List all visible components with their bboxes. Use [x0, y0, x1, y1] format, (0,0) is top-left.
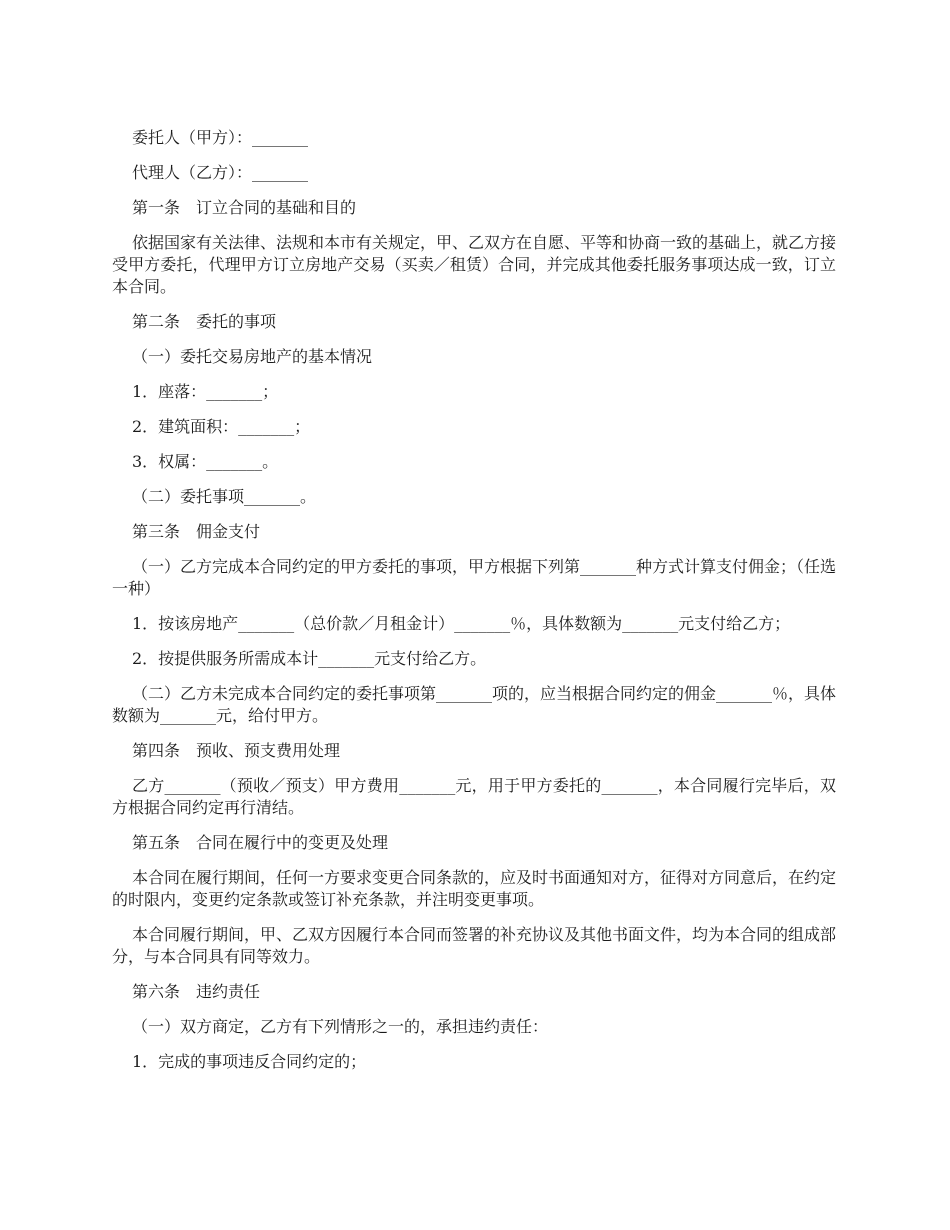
article-1-heading: 第一条 订立合同的基础和目的	[132, 198, 357, 217]
article-6-heading: 第六条 违约责任	[132, 982, 261, 1001]
article-1-body: 依据国家有关法律、法规和本市有关规定，甲、乙双方在自愿、平等和协商一致的基础上，就乙方接受甲方委托，代理甲方订立房地产交易（买卖／租赁）合同，并完成其他委托服务事项达成一致，订立本合同。	[112, 233, 837, 296]
article-5-body-1: 本合同在履行期间，任何一方要求变更合同条款的，应及时书面通知对方，征得对方同意后，在约定的时限内，变更约定条款或签订补充条款，并注明变更事项。	[112, 868, 837, 909]
article-2-item-location: 1．座落：_______；	[132, 382, 279, 401]
principal-line: 委托人（甲方）：_______	[132, 128, 309, 147]
article-5-body-2: 本合同履行期间，甲、乙双方因履行本合同而签署的补充协议及其他书面文件，均为本合同的组成部分，与本合同具有同等效力。	[112, 925, 837, 966]
article-2-item-area: 2．建筑面积：_______；	[132, 417, 311, 436]
article-3-option-1: 1．按该房地产_______（总价款／月租金计）_______％，具体数额为_______元支付给乙方；	[132, 614, 791, 633]
article-5-heading: 第五条 合同在履行中的变更及处理	[132, 833, 389, 852]
article-2-section-2: （二）委托事项_______。	[132, 487, 317, 506]
article-2-section-1: （一）委托交易房地产的基本情况	[132, 347, 373, 366]
article-3-heading: 第三条 佣金支付	[132, 522, 261, 541]
agent-line: 代理人（乙方）：_______	[132, 163, 309, 182]
article-3-section-2: （二）乙方未完成本合同约定的委托事项第_______项的，应当根据合同约定的佣金_______％，具体数额为_______元，给付甲方。	[112, 684, 837, 725]
article-2-heading: 第二条 委托的事项	[132, 312, 277, 331]
article-4-body: 乙方_______（预收／预支）甲方费用_______元，用于甲方委托的_______，本合同履行完毕后，双方根据合同约定再行清结。	[112, 776, 836, 817]
article-3-section-1: （一）乙方完成本合同约定的甲方委托的事项，甲方根据下列第_______种方式计算支付佣金；（任选一种）	[112, 557, 837, 598]
article-6-section-1: （一）双方商定，乙方有下列情形之一的，承担违约责任：	[132, 1017, 549, 1036]
article-3-option-2: 2．按提供服务所需成本计_______元支付给乙方。	[132, 649, 487, 668]
article-4-heading: 第四条 预收、预支费用处理	[132, 741, 341, 760]
document-page	[112, 127, 836, 1086]
article-2-item-ownership: 3．权属：_______。	[132, 452, 279, 471]
article-6-item-1: 1．完成的事项违反合同约定的；	[132, 1052, 367, 1071]
